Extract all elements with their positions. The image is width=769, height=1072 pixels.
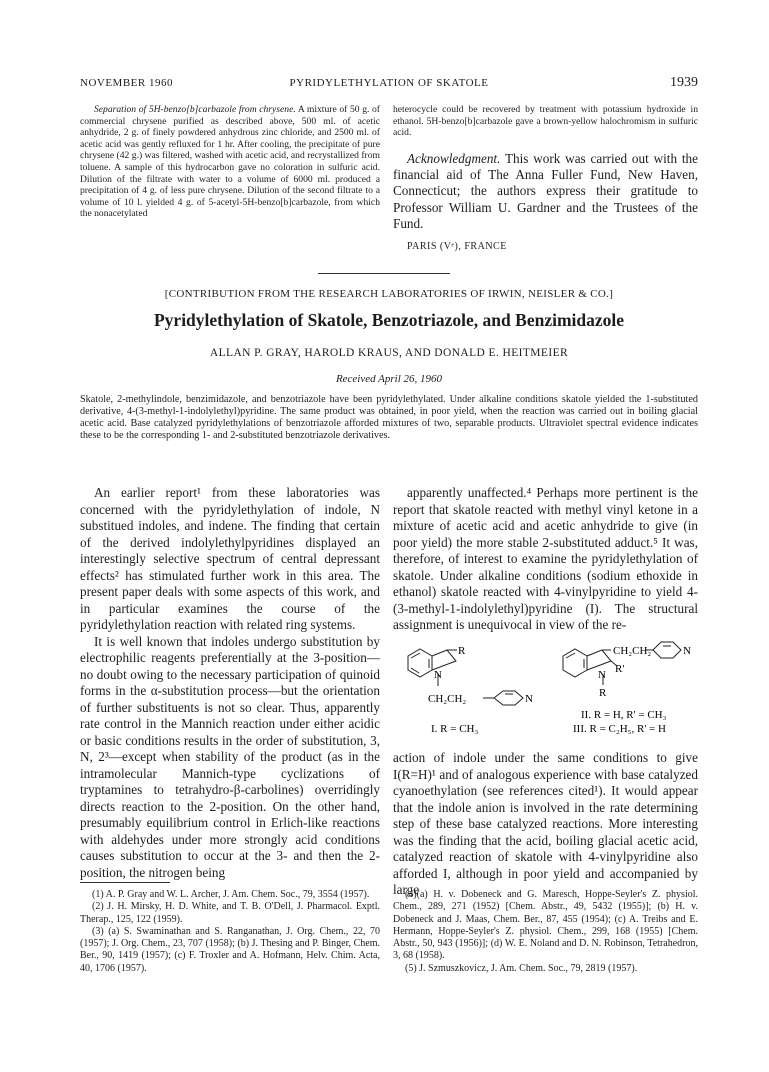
substituent-label: R — [458, 645, 466, 657]
pyridine-nitrogen-label: N — [683, 645, 691, 657]
section-heading: Separation of 5H-benzo[b]carbazole from chrysene. — [94, 104, 296, 115]
body-paragraph: It is well known that indoles undergo substitution by electrophilic reagents preferentially at the 3-position—no doubt owing to the necessary participation of quinoid forms in the α-substitution process—but the orientation of further substituents is not so clear. Thus, apparently rate control in the Mannich reaction under either acidic or basic conditions results in the order of substitution, 3, N, 2³—except when stability of the product (as in the intramolecular Mannich-type cyclizations of tryptamines to tetrahydro-β-carbolines) overridingly directs reaction to the 2-position. On the other hand, presumably equilibrium control in Erlich-like reactions with aldehydes under more strongly acid conditions causes substitution to occur at the 3- and then the 2-position, the nitrogen being — [80, 633, 380, 880]
footnote: (1) A. P. Gray and W. L. Archer, J. Am. Chem. Soc., 79, 3554 (1957). — [92, 889, 370, 900]
body-paragraph: action of indole under the same conditions to give I(R=H)¹ and of analogous experience with base catalyzed cyanoethylation (see references cited¹). It would appear that the indole anion is involved in the rate determining step of these base catalyzed reactions. More interesting was the finding that the acid, boiling glacial acetic acid, catalyzed reaction of skatole with 4-vinylpyridine also afforded I, although in poor yield and accompanied by large — [393, 750, 698, 897]
header-date: NOVEMBER 1960 — [80, 77, 173, 89]
structure-caption: III. R = C₂H₅, R' = H — [573, 723, 666, 735]
body-paragraph: apparently unaffected.⁴ Perhaps more pertinent is the report that skatole reacted with methyl vinyl ketone in a mixture of acetic acid and acetic anhydride to give (in poor yield) the more stable 2-substituted adduct.⁵ It was, therefore, of interest to examine the pyridylethylation of skatole. Under alkaline conditions (sodium ethoxide in ethanol) skatole reacted with 4-vinylpyridine to yield 4-(3-methyl-1-indolylethyl)pyridine (I). The structural assignment is unequivocal in view of the re- — [393, 485, 698, 632]
author-location: PARIS (Vᵉ), FRANCE — [407, 241, 507, 253]
body-left-column — [80, 485, 380, 881]
footnote: (4)(a) H. v. Dobeneck and G. Maresch, Hoppe-Seyler's Z. physiol. Chem., 289, 271 (1952) [Chem. Abstr., 49, 5432 (1955)]; (b) H. v. Dobeneck and J. Maas, Chem. Ber., 87, 455 (1954); (c) A. Treibs and E. Hermann, Hoppe-Seyler's Z. physiol. Chem., 299, 168 (1955) [Chem. Abstr., 50, 943 (1956)]; (d) W. E. Noland and D. N. Robinson, Tetrahedron, 3, 68 (1958). — [393, 889, 698, 962]
chemical-structures — [393, 636, 698, 741]
footnote: (5) J. Szmuszkovicz, J. Am. Chem. Soc., 79, 2819 (1957). — [405, 962, 638, 974]
experimental-text-cont: heterocycle could be recovered by treatment with potassium hydroxide in ethanol. 5H-benzo[b]carbazole gave a brown-yellow halochromism in sulfuric acid. — [393, 104, 698, 139]
footnote-rule — [80, 882, 170, 883]
chain-label: CH₂CH₂ — [428, 693, 467, 705]
article-title: Pyridylethylation of Skatole, Benzotriazole, and Benzimidazole — [153, 310, 625, 330]
footnote: (3) (a) S. Swaminathan and S. Ranganathan, J. Org. Chem., 22, 70 (1957); J. Org. Chem., 23, 707 (1958); (b) J. Thesing and P. Binger, Chem. Ber., 90, 1419 (1957); (c) F. Troxler and A. Hofmann, Helv. Chim. Acta, 40, 1706 (1957). — [80, 925, 380, 974]
contribution-line: [CONTRIBUTION FROM THE RESEARCH LABORATORIES OF IRWIN, NEISLER & CO.] — [164, 288, 614, 300]
pyridine-ring — [494, 691, 523, 705]
chain-label: CH₂CH₂ — [613, 645, 652, 657]
acknowledgment-heading: Acknowledgment. — [407, 150, 501, 166]
substituent-label: R' — [615, 663, 625, 675]
pyridine-ring — [653, 642, 681, 658]
body-paragraph: An earlier report¹ from these laboratories was concerned with the pyridylethylation of indole, N substitued indoles, and indene. The finding that certain of the derived indolylethylpyridines displayed an interestingly selective spectrum of central depressant effects² has stimulated further work in this area. The present paper deals with some aspects of this work, and in particular examines the course of the pyridylethylation reaction with related ring systems. — [80, 485, 380, 632]
body-right-column-bottom — [393, 750, 698, 899]
footnote: (2) J. H. Mirsky, H. D. White, and T. B. O'Dell, J. Pharmacol. Exptl. Therap., 125, 122 (1959). — [80, 901, 380, 925]
footnotes-left — [80, 889, 380, 975]
page-number: 1939 — [670, 75, 698, 90]
article-authors: ALLAN P. GRAY, HAROLD KRAUS, AND DONALD E. HEITMEIER — [209, 347, 569, 359]
previous-article-right — [393, 104, 698, 252]
nitrogen-label: N — [598, 669, 606, 681]
abstract: Skatole, 2-methylindole, benzimidazole, and benzotriazole have been pyridylethylated. Under alkaline conditions skatole yielded the 1-substituted derivative, 4-(3-methyl-1-indolylethyl)pyridine. The same product was obtained, in poor yield, when the reaction was carried out in boiling glacial acetic acid. Base catalyzed pyridylethylations of benzotriazole afforded mixtures of two, separable products. Ultraviolet spectral evidence indicates these to be the corresponding 1- and 2-substituted benzotriazole derivatives. — [80, 394, 698, 442]
nitrogen-label: N — [434, 669, 442, 681]
body-right-column-top — [393, 485, 698, 634]
running-header — [80, 77, 698, 93]
structure-caption: I. R = CH₃ — [431, 723, 479, 735]
received-date: Received April 26, 1960 — [335, 373, 443, 385]
pyrrole-ring — [432, 650, 456, 670]
pyridine-nitrogen-label: N — [525, 693, 533, 705]
previous-article-left — [80, 104, 380, 220]
acknowledgment-text: This work was carried out with the financial aid of The Anna Fuller Fund, New Haven, Connecticut; the authors express their gratitude to Professor William U. Gardner and the Trustees of the Fund. — [393, 150, 698, 231]
footnotes-right — [393, 889, 698, 975]
structure-caption: II. R = H, R' = CH₃ — [581, 709, 667, 721]
header-title: PYRIDYLETHYLATION OF SKATOLE — [289, 77, 489, 89]
pyrrole-ring — [587, 650, 611, 670]
acknowledgment — [393, 151, 698, 232]
substituent-label: R — [599, 687, 607, 699]
experimental-text: A mixture of 50 g. of commercial chrysene purified as described above, 500 ml. of acetic anhydride, 2 g. of finely powdered anhydrous zinc chloride, and 2500 ml. of acetic acid was gently refluxed for 1 hr. After cooling, the precipitate of pure chrysene (42 g.) was filtered, washed with acetic acid, and recrystallized from toluene. A sample of this hydrocarbon gave no coloration in sulfuric acid. Dilution of the filtrate with water to a volume of 6000 ml. produced a precipitation of 4 g. of less pure chrysene. Dilution of the second filtrate to a volume of 10 l. yielded 4 g. of 5-acetyl-5H-benzo[b]carbazole, from which the nonacetylated — [80, 104, 381, 220]
separator-rule — [318, 273, 450, 274]
